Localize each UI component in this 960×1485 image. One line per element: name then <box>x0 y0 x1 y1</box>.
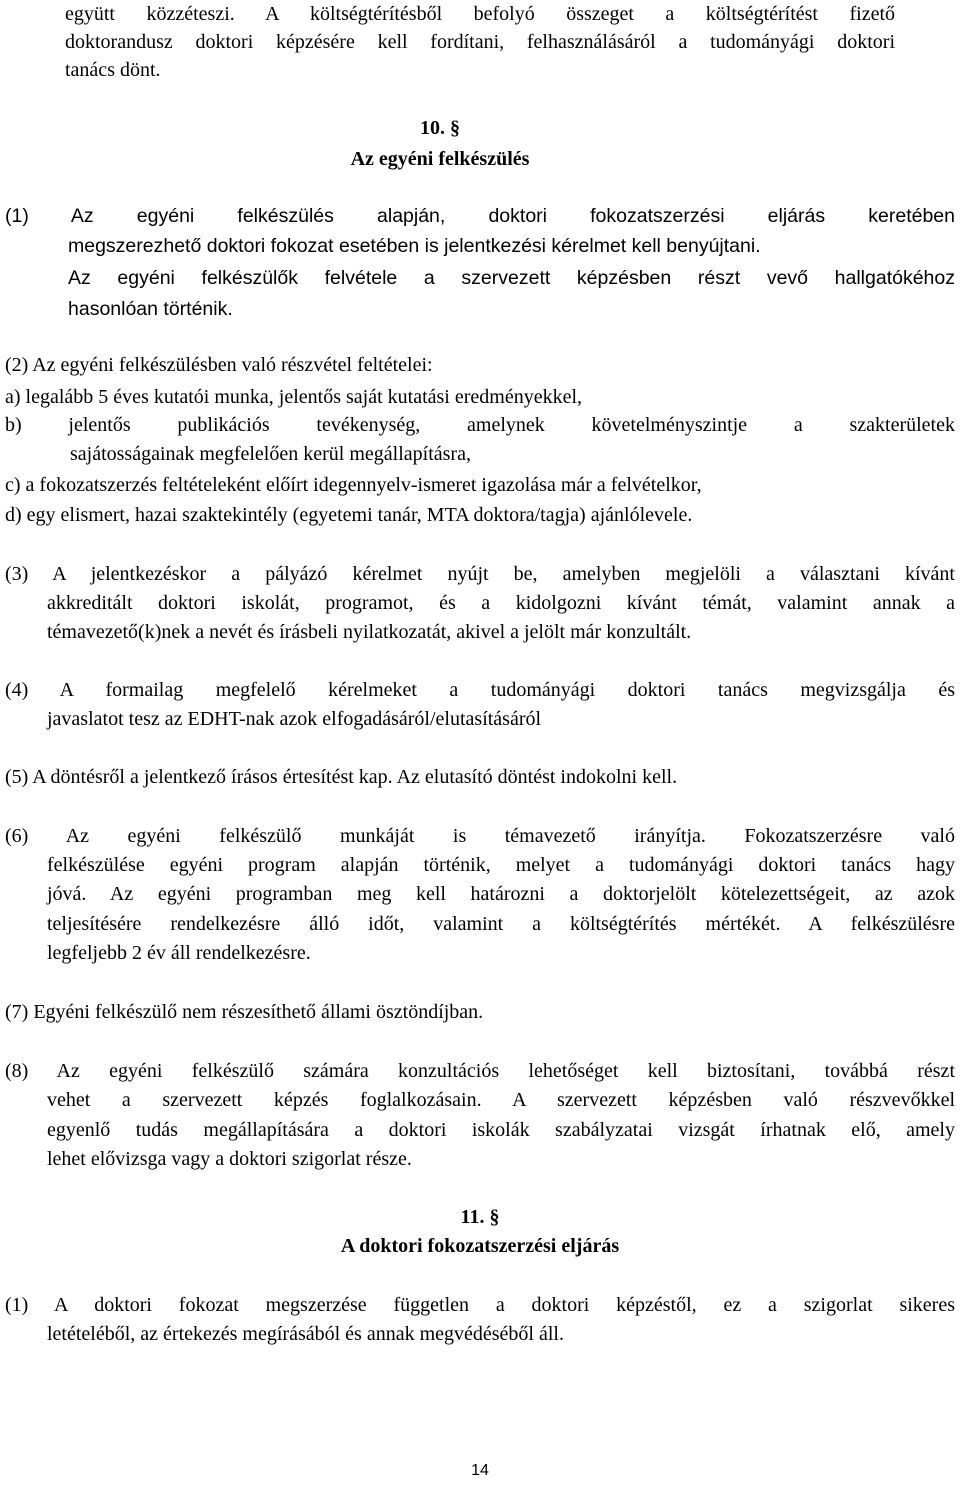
text-line: letételéből, az értekezés megírásából és annak megvédéséből áll. <box>47 1323 564 1345</box>
text-line: sajátosságainak megfelelően kerül megállapításra, <box>70 443 471 465</box>
list-item: d) egy elismert, hazai szaktekintély (egyetemi tanár, MTA doktora/tagja) ajánlólevele. <box>5 504 693 526</box>
text-line: (7) Egyéni felkészülő nem részesíthető állami ösztöndíjban. <box>5 1001 484 1023</box>
text-line: teljesítésére rendelkezésre álló időt, valamint a költségtérítés mértékét. A felkészülésre <box>47 913 955 935</box>
text-line: (8) Az egyéni felkészülő számára konzultációs lehetőséget kell biztosítani, továbbá részt <box>5 1060 955 1082</box>
section-number: 11. § <box>460 1206 500 1228</box>
list-item: a) legalább 5 éves kutatói munka, jelentős saját kutatási eredményekkel, <box>5 386 583 408</box>
section-number: 10. § <box>420 117 460 139</box>
text-line: (4) A formailag megfelelő kérelmeket a tudományági doktori tanács megvizsgálja és <box>5 679 955 701</box>
text-line: akkreditált doktori iskolát, programot, és a kidolgozni kívánt témát, valamint annak a <box>47 592 955 614</box>
text-line: egyenlő tudás megállapítására a doktori iskolák szabályzatai vizsgát írhatnak elő, amely <box>47 1119 955 1141</box>
page-number: 14 <box>471 1462 489 1479</box>
text-line: (3) A jelentkezéskor a pályázó kérelmet nyújt be, amelyben megjelöli a választani kívánt <box>5 563 955 585</box>
text-line: javaslatot tesz az EDHT-nak azok elfogadásáról/elutasításáról <box>47 708 542 730</box>
text-line: legfeljebb 2 év áll rendelkezésre. <box>47 942 311 964</box>
text-line: doktorandusz doktori képzésére kell fordítani, felhasználásáról a tudományági doktori <box>65 31 895 53</box>
text-line: együtt közzéteszi. A költségtérítésből befolyó összeget a költségtérítést fizető <box>65 3 895 25</box>
text-line: (1) Az egyéni felkészülés alapján, doktori fokozatszerzési eljárás keretében <box>5 205 955 227</box>
text-line: (6) Az egyéni felkészülő munkáját is témavezető irányítja. Fokozatszerzésre való <box>5 825 955 847</box>
list-item: b) jelentős publikációs tevékenység, amelynek követelményszintje a szakterületek <box>5 414 955 436</box>
text-line: lehet elővizsga vagy a doktori szigorlat része. <box>47 1148 412 1170</box>
text-line: (5) A döntésről a jelentkező írásos értesítést kap. Az elutasító döntést indokolni kell. <box>5 766 678 788</box>
text-line: témavezető(k)nek a nevét és írásbeli nyilatkozatát, akivel a jelölt már konzultált. <box>47 621 692 643</box>
text-line: hasonlóan történik. <box>68 298 233 320</box>
text-line: tanács dönt. <box>65 59 161 81</box>
text-line: felkészülése egyéni program alapján történik, melyet a tudományági doktori tanács hagy <box>47 854 955 876</box>
text-line: Az egyéni felkészülők felvétele a szervezett képzésben részt vevő hallgatókéhoz <box>68 267 955 289</box>
text-line: (2) Az egyéni felkészülésben való részvétel feltételei: <box>5 354 433 376</box>
text-line: vehet a szervezett képzés foglalkozásain. A szervezett képzésben való részvevőkkel <box>47 1089 955 1111</box>
text-line: (1) A doktori fokozat megszerzése független a doktori képzéstől, ez a szigorlat sikeres <box>5 1294 955 1316</box>
text-line: jóvá. Az egyéni programban meg kell határozni a doktorjelölt kötelezettségeit, az azok <box>47 883 955 905</box>
section-title: A doktori fokozatszerzési eljárás <box>340 1235 620 1257</box>
text-line: megszerezhető doktori fokozat esetében is jelentkezési kérelmet kell benyújtani. <box>68 235 761 257</box>
section-title: Az egyéni felkészülés <box>350 148 530 170</box>
list-item: c) a fokozatszerzés feltételeként előírt idegennyelv-ismeret igazolása már a felvételkor, <box>5 474 702 496</box>
